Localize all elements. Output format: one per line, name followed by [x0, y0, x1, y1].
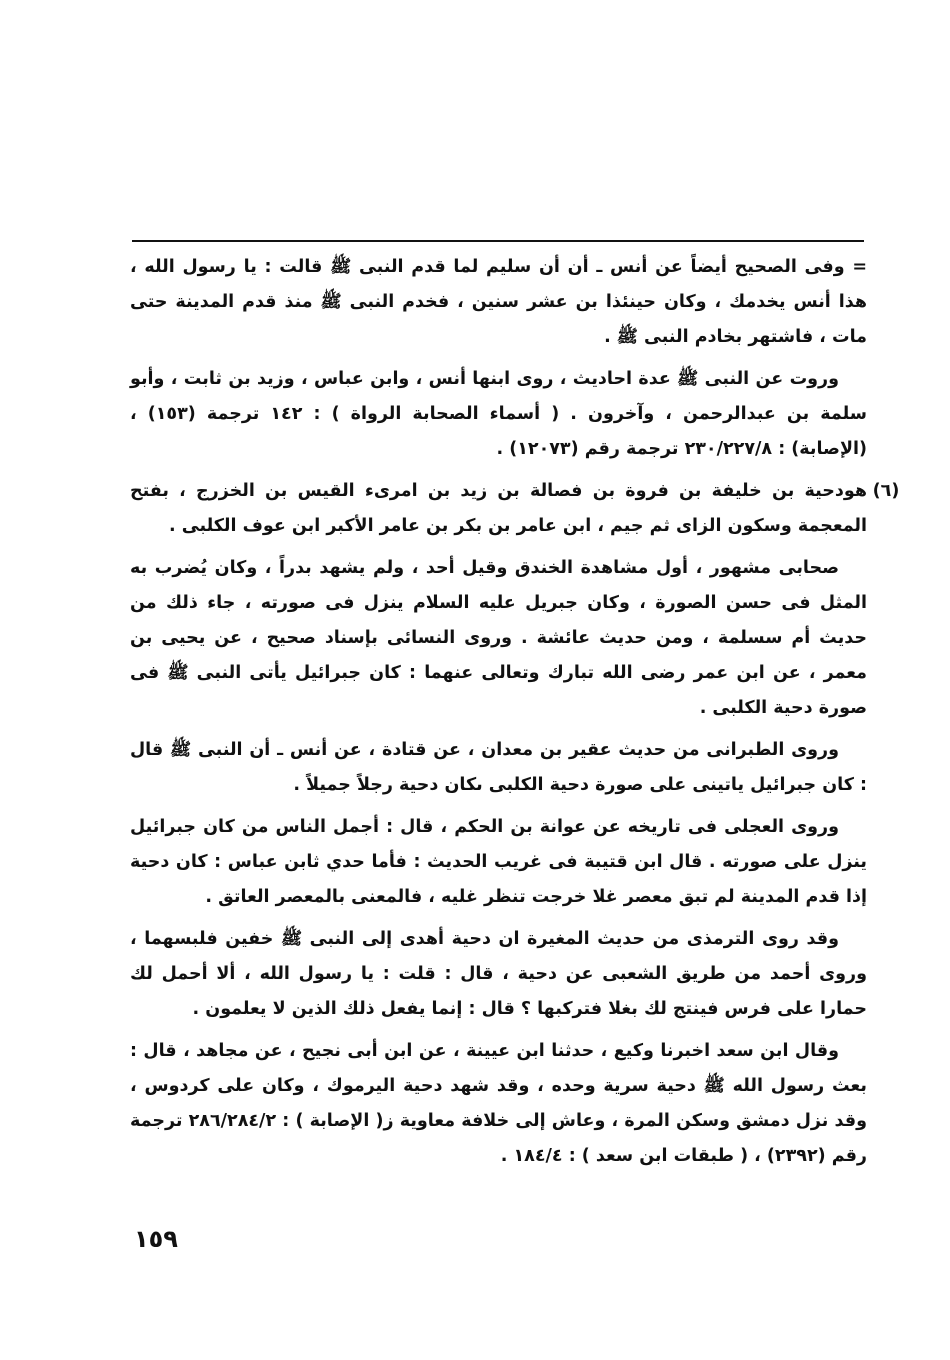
- footnote-6-ijli: وروى العجلى فى تاريخه عن عوانة بن الحكم ، قال : أجمل الناس من كان جبرائيل ينزل على صورته . قال ابن قتيبة فى غريب الحديث : فأما حدي ثابن عباس : كان دحية إذا قدم المدينة لم تبق معصر غلا خرجت تنظر غليه ، فالمعنى بالمعصر العاتق .: [130, 817, 867, 907]
- footnote-separator-rule: [132, 240, 864, 242]
- footnotes-block: [130, 250, 900, 1181]
- footnote-6-tabarani: وروى الطبرانى من حديث عقير بن معدان ، عن قتادة ، عن أنس ـ أن النبى ﷺ قال : كان جبرائيل ياتينى على صورة دحية الكلبى ىكان دحية رجلاً جميلاً .: [130, 740, 867, 795]
- footnote-6-intro-paragraph: [130, 474, 900, 544]
- footnote-number: (٦): [872, 481, 900, 501]
- footnote-6-companion: صحابى مشهور ، أول مشاهدة الخندق وقيل أحد ، ولم يشهد بدراً ، وكان يُضرب به المثل فى حسن الصورة ، وكان جبريل عليه السلام ينزل فى صورته ، جاء ذلك من حديث أم سسلمة ، ومن حديث عائشة . وروى النسائى بإسناد صحيح ، عن يحيى بن معمر ، عن ابن عمر رضى الله تبارك وتعالى عنهما : كان جبرائيل يأتى النبى ﷺ فى صورة دحية الكلبى .: [130, 558, 867, 718]
- footnote-continuation: = وفى الصحيح أيضاً عن أنس ـ أن أن سليم لما قدم النبى ﷺ قالت : يا رسول الله ، هذا أنس يخدمك ، وكان حينئذا بن عشر سنين ، فخدم النبى ﷺ منذ قدم المدينة حتى مات ، فاشتهر بخادم النبى ﷺ .: [130, 257, 867, 347]
- footnote-6-ibn-saad: وقال ابن سعد اخبرنا وكيع ، حدثنا ابن عيينة ، عن ابن أبى نجيح ، عن مجاهد ، قال : بعث رسول الله ﷺ دحية سرية وحده ، وقد شهد دحية اليرموك ، وكان على كردوس ، وقد نزل دمشق وسكن المرة ، وعاش إلى خلافة معاوية ز( الإصابة ) : ٢٨٦/٢٨٤/٢ ترجمة رقم (٢٣٩٢) ، ( طبقات ابن سعد ) : ١٨٤/٤ .: [130, 1041, 867, 1166]
- footnote-narrated-hadiths: وروت عن النبى ﷺ عدة احاديث ، روى ابنها أنس ، وابن عباس ، وزيد بن ثابت ، وأبو سلمة بن عبدالرحمن ، وآخرون . ( أسماء الصحابة الرواة ) : ١٤٢ ترجمة (١٥٣) ، (الإصابة) : ٢٣٠/٢٢٧/٨ ترجمة رقم (١٢٠٧٣) .: [130, 369, 867, 459]
- page-number: ١٥٩: [134, 1225, 178, 1253]
- footnote-6-tirmidhi: وقد روى الترمذى من حديث المغيرة ان دحية أهدى إلى النبى ﷺ خفين فلبسهما ، وروى أحمد من طريق الشعبى عن دحية ، قال : قلت : يا رسول الله ، ألا أحمل لك حمارا على فرس فينتج لك بغلا فتركبها ؟ قال : إنما يفعل ذلك الذين لا يعلمون .: [130, 929, 867, 1019]
- footnote-6-intro: هودحية بن خليفة بن فروة بن فصالة بن زيد بن امرىء القيس بن الخزرج ، بفتح المعجمة وسكون الزاى ثم جيم ، ابن عامر بن بكر بن عامر الأكبر ابن عوف الكلبى .: [130, 481, 867, 536]
